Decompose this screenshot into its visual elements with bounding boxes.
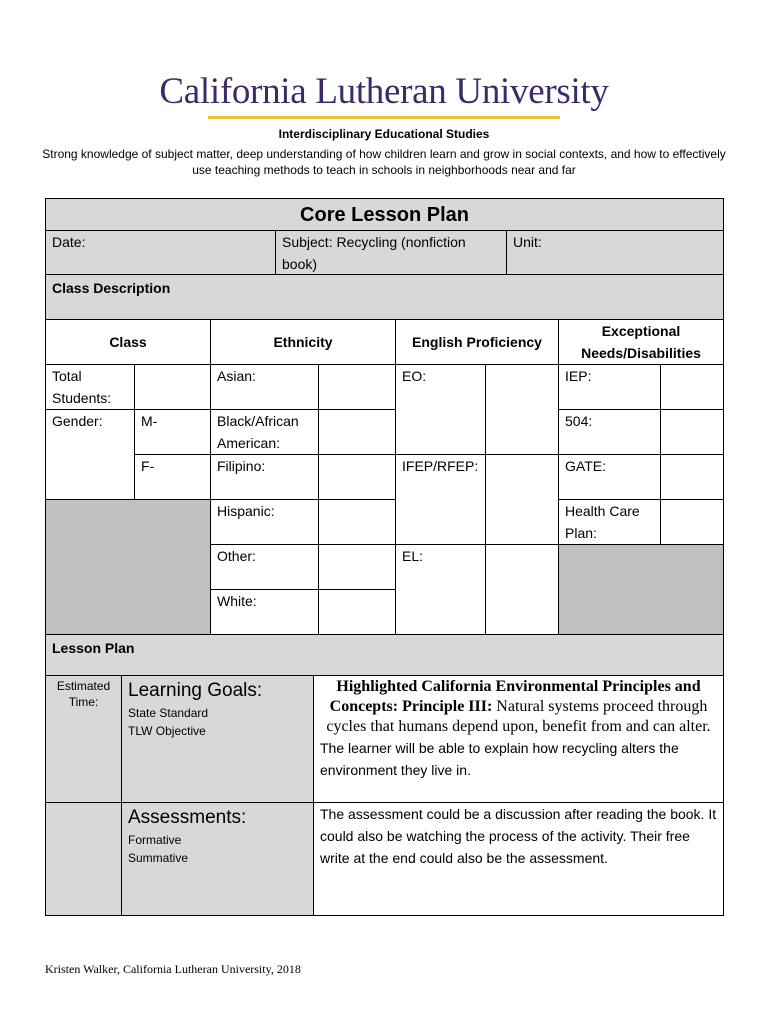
other-value[interactable] bbox=[318, 544, 396, 590]
exceptional-needs-header: Exceptional Needs/Disabilities bbox=[558, 319, 724, 365]
program-tagline: Strong knowledge of subject matter, deep understanding of how children learn and grow in social contexts, and how to effectively use teaching methods to teach in schools in neighborhoods near and far bbox=[42, 147, 726, 177]
english-proficiency-header: English Proficiency bbox=[395, 319, 559, 365]
gate-value[interactable] bbox=[660, 454, 724, 500]
assessment-description: The assessment could be a discussion after reading the book. It could also be watching the process of the activity. Their free write at the end could also be the assessment. bbox=[313, 802, 724, 916]
assessment-time-cell bbox=[45, 802, 122, 916]
assessments-title: Assessments: bbox=[128, 807, 247, 828]
subject-field[interactable]: Subject: Recycling (nonfiction book) bbox=[275, 230, 507, 275]
principle-text: Natural systems proceed through cycles that humans depend upon, benefit from and can alter. bbox=[326, 698, 711, 735]
iep-value[interactable] bbox=[660, 364, 724, 410]
footer-credit: Kristen Walker, California Lutheran University, 2018 bbox=[45, 962, 301, 976]
total-students-label: Total Students: bbox=[45, 364, 135, 410]
hispanic-label: Hispanic: bbox=[210, 499, 319, 545]
asian-label: Asian: bbox=[210, 364, 319, 410]
gate-label: GATE: bbox=[558, 454, 661, 500]
environmental-principle bbox=[320, 676, 717, 737]
other-label: Other: bbox=[210, 544, 319, 590]
hispanic-value[interactable] bbox=[318, 499, 396, 545]
eo-label: EO: bbox=[395, 364, 486, 455]
el-label: EL: bbox=[395, 544, 486, 635]
lesson-plan-table bbox=[45, 198, 724, 916]
estimated-time-label: Estimated Time: bbox=[45, 675, 122, 803]
health-care-plan-label: Health Care Plan: bbox=[558, 499, 661, 545]
class-header: Class bbox=[45, 319, 211, 365]
unit-field[interactable]: Unit: bbox=[506, 230, 724, 275]
asian-value[interactable] bbox=[318, 364, 396, 410]
black-african-american-label: Black/African American: bbox=[210, 409, 319, 455]
eo-value[interactable] bbox=[485, 364, 559, 455]
gender-label: Gender: bbox=[45, 409, 135, 500]
el-value[interactable] bbox=[485, 544, 559, 635]
black-african-american-value[interactable] bbox=[318, 409, 396, 455]
white-label: White: bbox=[210, 589, 319, 635]
tlw-objective-label: TLW Objective bbox=[128, 724, 206, 738]
lesson-plan-label: Lesson Plan bbox=[45, 634, 724, 676]
male-field[interactable]: M- bbox=[134, 409, 211, 455]
assessments-cell bbox=[121, 802, 314, 916]
total-students-value[interactable] bbox=[134, 364, 211, 410]
504-label: 504: bbox=[558, 409, 661, 455]
filipino-value[interactable] bbox=[318, 454, 396, 500]
health-care-plan-value[interactable] bbox=[660, 499, 724, 545]
ethnicity-header: Ethnicity bbox=[210, 319, 396, 365]
shaded-block-right bbox=[558, 544, 724, 635]
shaded-block-left bbox=[45, 499, 211, 635]
learning-goals-title: Learning Goals: bbox=[128, 680, 263, 701]
504-value[interactable] bbox=[660, 409, 724, 455]
white-value[interactable] bbox=[318, 589, 396, 635]
plan-title: Core Lesson Plan bbox=[45, 198, 724, 231]
ifep-rfep-value[interactable] bbox=[485, 454, 559, 545]
summative-label: Summative bbox=[128, 851, 189, 865]
formative-label: Formative bbox=[128, 833, 182, 847]
learning-goals-cell bbox=[121, 675, 314, 803]
university-logo: California Lutheran University bbox=[159, 71, 609, 112]
ifep-rfep-label: IFEP/RFEP: bbox=[395, 454, 486, 545]
iep-label: IEP: bbox=[558, 364, 661, 410]
principle-heading: Highlighted California Environmental Principles and Concepts: Principle III: bbox=[329, 678, 701, 715]
department-name: Interdisciplinary Educational Studies bbox=[278, 127, 490, 141]
filipino-label: Filipino: bbox=[210, 454, 319, 500]
female-field[interactable]: F- bbox=[134, 454, 211, 500]
date-field[interactable]: Date: bbox=[45, 230, 276, 275]
learning-objective: The learner will be able to explain how recycling alters the environment they live in. bbox=[320, 740, 679, 778]
learning-goals-content bbox=[313, 675, 724, 803]
class-description-label: Class Description bbox=[45, 274, 724, 320]
logo-underline bbox=[208, 116, 560, 119]
state-standard-label: State Standard bbox=[128, 706, 209, 720]
